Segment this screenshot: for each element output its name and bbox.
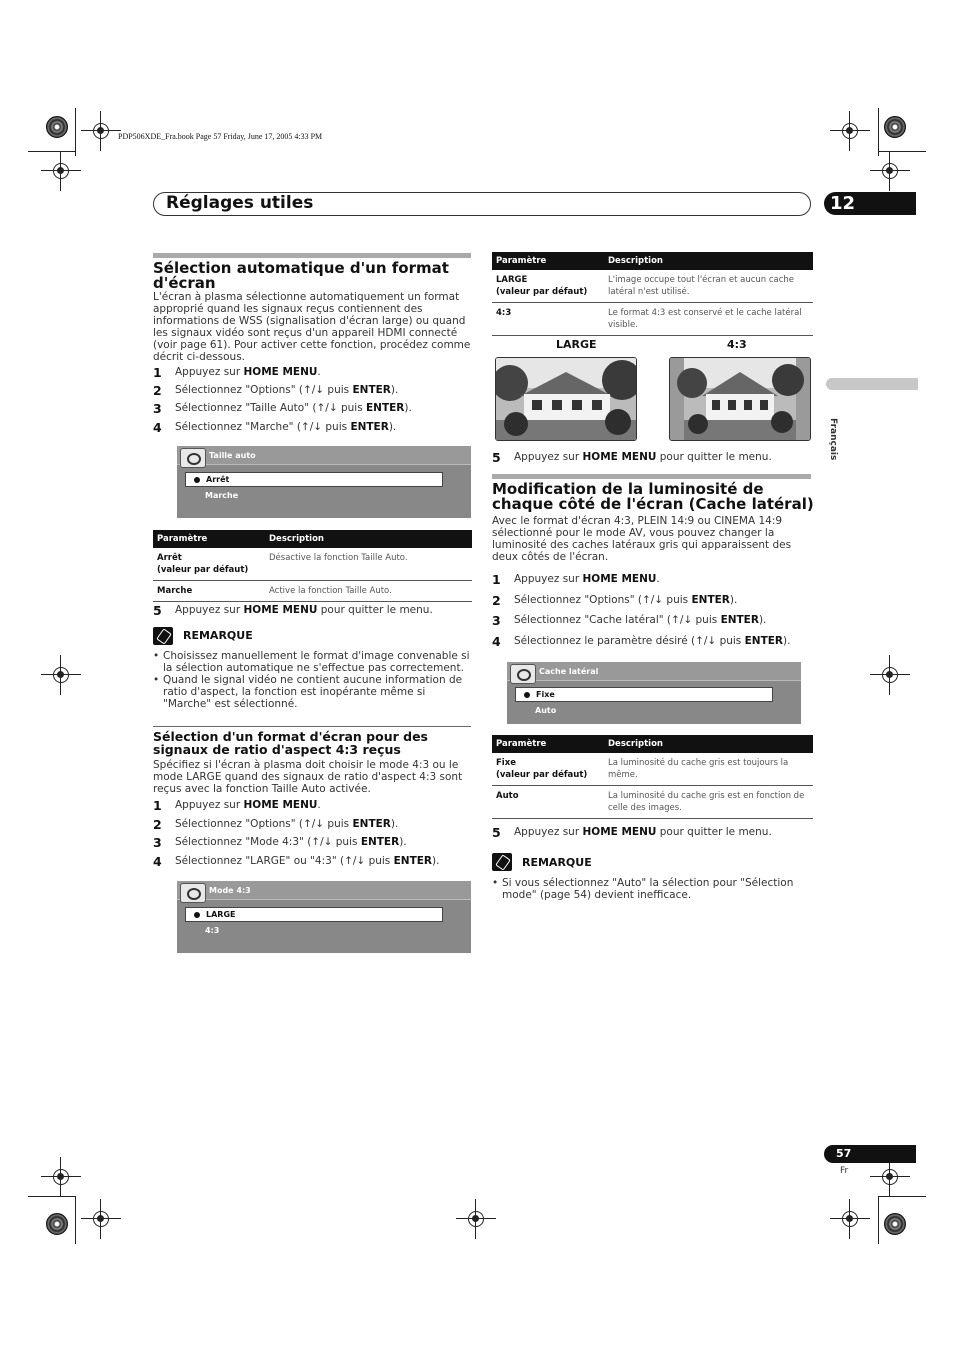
language-label: Français [828, 418, 838, 461]
registration-mark-icon [830, 1199, 870, 1239]
registration-mark-icon [870, 1157, 910, 1197]
step-item: 3 Sélectionnez "Mode 4:3" (↑/↓ puis ENTER). [153, 835, 407, 850]
note-list [492, 877, 812, 901]
chapter-title: Réglages utiles [166, 193, 314, 213]
step-item: 2 Sélectionnez "Options" (↑/↓ puis ENTER). [153, 817, 399, 832]
registration-mark-icon [830, 111, 870, 151]
selected-bullet-icon [524, 692, 530, 698]
selected-bullet-icon [194, 477, 200, 483]
trim-mark [75, 1196, 76, 1244]
osd-title: Mode 4:3 [209, 886, 251, 895]
color-rosette-icon [46, 116, 68, 138]
step-list [492, 573, 812, 655]
step-list [153, 366, 471, 439]
osd-item[interactable]: Auto [535, 706, 557, 715]
section-rule [153, 253, 471, 258]
step-item: 1 Appuyez sur HOME MENU. [153, 798, 321, 813]
language-tab [826, 378, 918, 390]
registration-mark-icon [870, 151, 910, 191]
page-number: 57 [824, 1145, 916, 1163]
trim-mark [75, 108, 76, 156]
note-list [153, 650, 471, 710]
step-item: 3 Sélectionnez "Cache latéral" (↑/↓ puis ENTER). [492, 613, 767, 628]
step-item: 4 Sélectionnez "LARGE" ou "4:3" (↑/↓ puis ENTER). [153, 854, 440, 869]
image-label: 4:3 [727, 338, 747, 351]
step-item: 4 Sélectionnez le paramètre désiré (↑/↓ puis ENTER). [492, 634, 791, 649]
step-item: 5 Appuyez sur HOME MENU pour quitter le menu. [492, 825, 772, 840]
registration-mark-icon [41, 1157, 81, 1197]
step-item: 5 Appuyez sur HOME MENU pour quitter le menu. [153, 603, 433, 618]
step-item: 5 Appuyez sur HOME MENU pour quitter le menu. [492, 450, 772, 465]
osd-title: Taille auto [209, 451, 256, 460]
osd-menu-mode-43 [177, 881, 471, 953]
chapter-number: 12 [824, 192, 916, 215]
trim-mark [28, 151, 76, 152]
section-intro: L'écran à plasma sélectionne automatiquement un format approprié quand les signaux reçus contiennent des informations de WSS (signalisation d'écran large) ou quand les signaux vidéo sont reçus d'un appareil HDMI connecté (voir page 61). Pour activer cette fonction, procédez comme décrit ci-dessous. [153, 291, 471, 363]
section-rule [492, 474, 811, 479]
section-rule [153, 726, 471, 727]
table-row: Arrêt (valeur par défaut) Désactive la fonction Taille Auto. [153, 548, 472, 581]
table-row: 4:3 Le format 4:3 est conservé et le cache latéral visible. [492, 303, 813, 336]
table-row: LARGE (valeur par défaut) L'image occupe tout l'écran et aucun cache latéral n'est utilisé. [492, 270, 813, 303]
registration-mark-icon [870, 655, 910, 695]
trim-mark [878, 1196, 879, 1244]
table-row: Marche Active la fonction Taille Auto. [153, 581, 472, 602]
section-title: Modification de la luminosité de chaque côté de l'écran (Cache latéral) [492, 480, 814, 513]
step-list [153, 799, 471, 873]
step-item: 1 Appuyez sur HOME MENU. [492, 572, 660, 587]
trim-mark [878, 1196, 926, 1197]
osd-item[interactable]: 4:3 [205, 926, 220, 935]
note-item: • Quand le signal vidéo ne contient aucune information de ratio d'aspect, la fonction est inopérante même si "Marche" est sélectionné. [153, 674, 471, 710]
registration-mark-icon [456, 1199, 496, 1239]
example-image-43 [669, 357, 811, 441]
trim-mark [878, 151, 926, 152]
table-row: Fixe (valeur par défaut) La luminosité du cache gris est toujours la même. [492, 753, 813, 786]
trim-mark [28, 1196, 76, 1197]
note-item: • Choisissez manuellement le format d'image convenable si la sélection automatique ne s'effectue pas correctement. [153, 650, 471, 674]
menu-icon [180, 883, 206, 903]
print-slug: PDP506XDE_Fra.book Page 57 Friday, June 17, 2005 4:33 PM [118, 132, 323, 141]
registration-mark-icon [41, 655, 81, 695]
osd-title: Cache latéral [539, 667, 599, 676]
step-item: 2 Sélectionnez "Options" (↑/↓ puis ENTER). [492, 593, 738, 608]
step-item: 3 Sélectionnez "Taille Auto" (↑/↓ puis ENTER). [153, 401, 412, 416]
parameter-table: Paramètre Description LARGE (valeur par défaut) L'image occupe tout l'écran et aucun cache latéral n'est utilisé. 4:3 Le format 4:3 est conservé et le cache latéral visible. [492, 252, 813, 336]
note-icon [153, 627, 173, 645]
color-rosette-icon [884, 116, 906, 138]
section-title: Sélection automatique d'un format d'écran [153, 259, 449, 292]
trim-mark [878, 108, 879, 156]
osd-item-selected[interactable]: Arrêt [185, 472, 443, 487]
section-title: Sélection d'un format d'écran pour des signaux de ratio d'aspect 4:3 reçus [153, 729, 428, 757]
osd-item[interactable]: Marche [205, 491, 239, 500]
menu-icon [180, 448, 206, 468]
example-image-large [495, 357, 637, 441]
section-intro: Avec le format d'écran 4:3, PLEIN 14:9 ou CINEMA 14:9 sélectionné pour le mode AV, vous pouvez changer la luminosité des caches latéraux gris qui apparaissent des deux côtés de l'écran. [492, 515, 792, 563]
parameter-table: Paramètre Description Arrêt (valeur par défaut) Désactive la fonction Taille Auto. Marche Active la fonction Taille Auto. [153, 530, 472, 602]
color-rosette-icon [46, 1213, 68, 1235]
note-label: REMARQUE [183, 629, 253, 642]
step-item: 1 Appuyez sur HOME MENU. [153, 365, 321, 380]
page-lang-code: Fr [840, 1166, 849, 1176]
osd-item-selected[interactable]: Fixe [515, 687, 773, 702]
registration-mark-icon [81, 111, 121, 151]
color-rosette-icon [884, 1213, 906, 1235]
image-label: LARGE [556, 338, 597, 351]
selected-bullet-icon [194, 912, 200, 918]
note-item: • Si vous sélectionnez "Auto" la sélection pour "Sélection mode" (page 54) devient inefficace. [492, 877, 812, 901]
osd-menu-cache-lateral [507, 662, 801, 724]
menu-icon [510, 664, 536, 684]
note-label: REMARQUE [522, 856, 592, 869]
parameter-table: Paramètre Description Fixe (valeur par défaut) La luminosité du cache gris est toujours la même. Auto La luminosité du cache gris est en fonction de celle des images. [492, 735, 813, 819]
note-icon [492, 853, 512, 871]
step-item: 4 Sélectionnez "Marche" (↑/↓ puis ENTER). [153, 420, 397, 435]
registration-mark-icon [41, 151, 81, 191]
registration-mark-icon [81, 1199, 121, 1239]
osd-item-selected[interactable]: LARGE [185, 907, 443, 922]
step-item: 2 Sélectionnez "Options" (↑/↓ puis ENTER). [153, 383, 399, 398]
section-intro: Spécifiez si l'écran à plasma doit choisir le mode 4:3 ou le mode LARGE quand des signaux de ratio d'aspect 4:3 sont reçus avec la fonction Taille Auto activée. [153, 759, 463, 795]
table-row: Auto La luminosité du cache gris est en fonction de celle des images. [492, 786, 813, 819]
osd-menu-taille-auto [177, 446, 471, 518]
